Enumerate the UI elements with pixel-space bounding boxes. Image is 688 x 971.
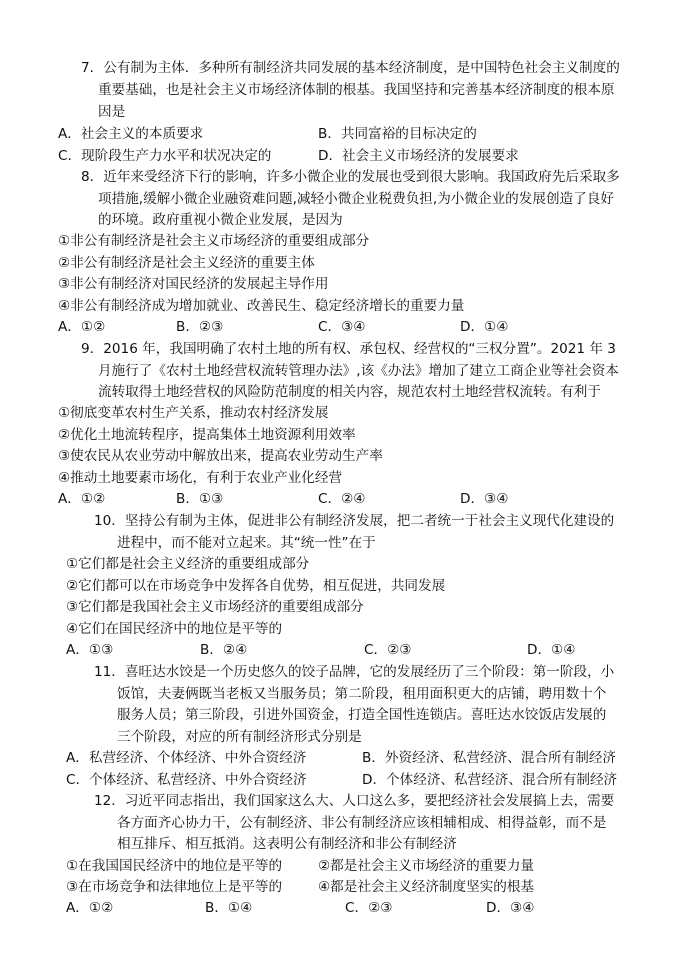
q8-option-a: A．①② [58,319,106,335]
q12-statement-2: ②都是社会主义市场经济的重要力量 [318,858,535,874]
q8-option-d: D．①④ [460,319,509,335]
q9-statement-2: ②优化土地流转程序，提高集体土地资源利用效率 [58,427,356,443]
q8-option-b: B．②③ [176,319,224,335]
q9-statement-3: ③使农民从农业劳动中解放出来，提高农业劳动生产率 [58,448,383,464]
q7-option-c: C．现阶段生产力水平和状况决定的 [58,148,272,164]
q7-option-a: A．社会主义的本质要求 [58,126,204,142]
q9-statement-4: ④推动土地要素市场化，有利于农业产业化经营 [58,470,343,486]
q12-stem-line-2: 各方面齐心协力干，公有制经济、非公有制经济应该相辅相成、相得益彰，而不是 [117,815,607,831]
q8-stem-line-2: 项措施,缓解小微企业融资难问题,减轻小微企业税费负担,为小微企业的发展创造了良好 [98,191,614,207]
q10-statement-4: ④它们在国民经济中的地位是平等的 [66,621,283,637]
q10-statement-3: ③它们都是我国社会主义市场经济的重要组成部分 [66,599,364,615]
q11-stem-line-2: 饭馆，夫妻俩既当老板又当服务员；第二阶段，租用面积更大的店铺，聘用数十个 [117,686,607,702]
q12-option-c: C．②③ [345,900,393,916]
q11-stem-line-4: 三个阶段，对应的所有制经济形式分别是 [117,729,362,745]
q9-stem-line-2: 月施行了《农村土地经营权流转管理办法》,该《办法》增加了建立工商企业等社会资本 [98,363,619,379]
q10-option-b: B．②④ [200,642,248,658]
q10-stem-line-1: 10．坚持公有制为主体，促进非公有制经济发展，把二者统一于社会主义现代化建设的 [94,513,615,529]
q12-option-a: A．①② [66,900,114,916]
q7-stem-line-2: 重要基础，也是社会主义市场经济体制的根基。我国坚持和完善基本经济制度的根本原 [98,82,615,98]
q7-option-b: B．共同富裕的目标决定的 [318,126,477,142]
q12-option-d: D．③④ [486,900,535,916]
q12-option-b: B．①④ [205,900,253,916]
q7-option-d: D．社会主义市场经济的发展要求 [318,148,519,164]
q10-option-a: A．①③ [66,642,114,658]
q12-stem-line-1: 12．习近平同志指出，我们国家这么大、人口这么多，要把经济社会发展搞上去，需要 [94,793,615,809]
q8-statement-1: ①非公有制经济是社会主义市场经济的重要组成部分 [58,233,370,249]
q9-stem-line-1: 9．2016 年，我国明确了农村土地的所有权、承包权、经营权的“三权分置”。2021 年 3 [81,341,616,357]
q10-option-c: C．②③ [364,642,412,658]
q11-stem-line-1: 11．喜旺达水饺是一个历史悠久的饺子品牌，它的发展经历了三个阶段：第一阶段，小 [94,664,615,680]
q11-stem-line-3: 服务人员；第三阶段，引进外国资金，打造全国性连锁店。喜旺达水饺饭店发展的 [117,707,607,723]
q11-option-a: A．私营经济、个体经济、中外合资经济 [66,750,307,766]
q7-stem-line-1: 7．公有制为主体．多种所有制经济共同发展的基本经济制度，是中国特色社会主义制度的 [81,60,620,76]
q9-option-d: D．③④ [460,491,509,507]
q12-stem-line-3: 相互排斥、相互抵消。这表明公有制经济和非公有制经济 [117,836,457,852]
q8-stem-line-1: 8．近年来受经济下行的影响，许多小微企业的发展也受到很大影响。我国政府先后采取多 [81,169,620,185]
q8-statement-4: ④非公有制经济成为增加就业、改善民生、稳定经济增长的重要力量 [58,298,465,314]
q9-option-b: B．①③ [176,491,224,507]
q9-option-c: C．②④ [318,491,366,507]
q11-option-d: D．个体经济、私营经济、混合所有制经济 [362,772,618,788]
q9-stem-line-3: 流转取得土地经营权的风险防范制度的相关内容，规范农村土地经营权流转。有利于 [98,384,601,400]
q11-option-b: B．外资经济、私营经济、混合所有制经济 [362,750,617,766]
q11-option-c: C．个体经济、私营经济、中外合资经济 [66,772,307,788]
q8-stem-line-3: 的环境。政府重视小微企业发展，是因为 [98,212,343,228]
q8-statement-3: ③非公有制经济对国民经济的发展起主导作用 [58,276,329,292]
q12-statement-1: ①在我国国民经济中的地位是平等的 [66,858,283,874]
q8-option-c: C．③④ [318,319,366,335]
q9-statement-1: ①彻底变革农村生产关系，推动农村经济发展 [58,405,329,421]
q12-statement-4: ④都是社会主义经济制度坚实的根基 [318,879,535,895]
q8-statement-2: ②非公有制经济是社会主义经济的重要主体 [58,255,315,271]
q9-option-a: A．①② [58,491,106,507]
q10-statement-2: ②它们都可以在市场竞争中发挥各自优势，相互促进，共同发展 [66,578,446,594]
q10-stem-line-2: 进程中，而不能对立起来。其“统一性”在于 [117,535,376,551]
q12-statement-3: ③在市场竞争和法律地位上是平等的 [66,879,283,895]
q10-statement-1: ①它们都是社会主义经济的重要组成部分 [66,556,310,572]
q10-option-d: D．①④ [527,642,576,658]
q7-stem-line-3: 因是 [98,104,126,120]
